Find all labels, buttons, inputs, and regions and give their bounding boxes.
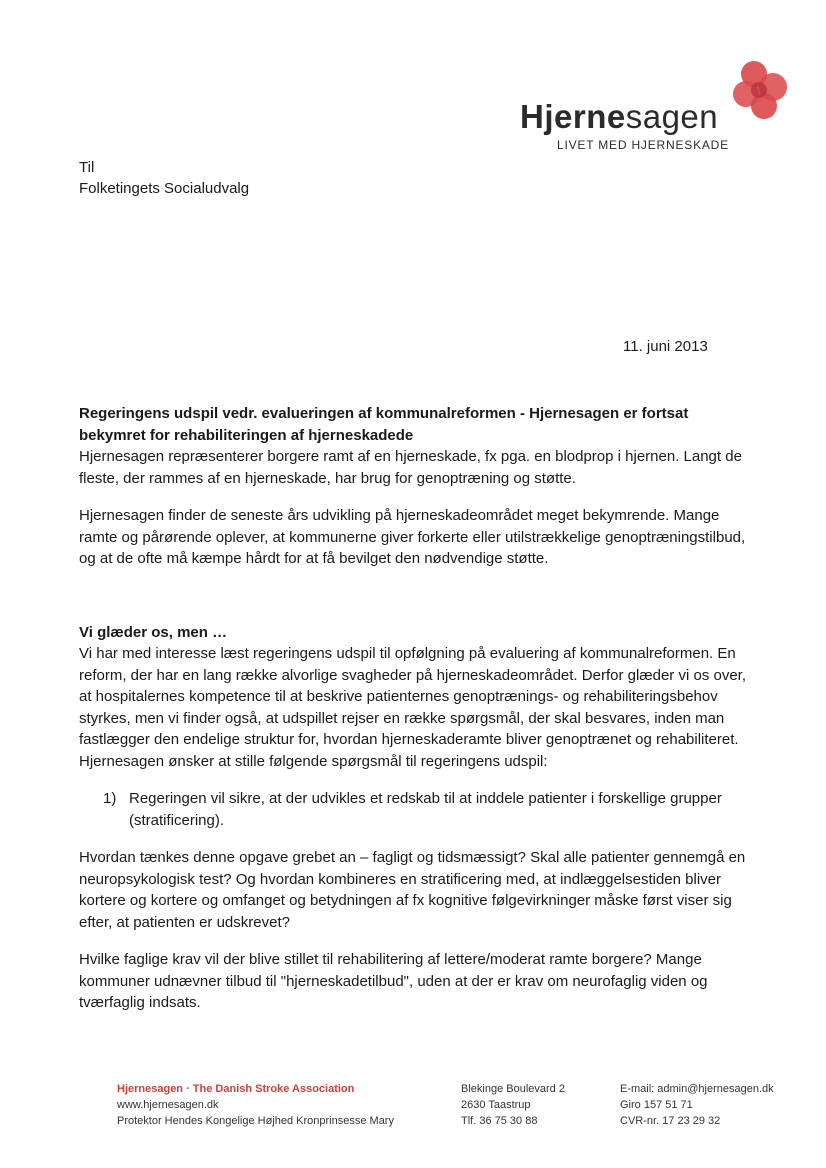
recipient-line-2: Folketingets Socialudvalg: [79, 180, 250, 197]
footer-email[interactable]: E-mail: admin@hjernesagen.dk: [620, 1083, 774, 1095]
list-item: [103, 788, 749, 831]
paragraph-3: Vi har med interesse læst regeringens udspil til opfølgning på evaluering af kommunalreformen. En reform, der har en lang række alvorlige svagheder på hjerneskadeområdet. Derfor glæder vi os over, at hospitalernes kompetence til at beskrive patienternes genoptrænings- og rehabiliteringsbehov styrkes, men vi finder også, at udspillet rejser en række spørgsmål, der skal besvares, inden man fastlægger den endelige struktur for, hvordan hjerneskaderamte bliver genoptrænet og rehabiliteret.: [79, 645, 747, 748]
logo-tagline: LIVET MED HJERNESKADE: [557, 138, 729, 152]
list-item-text: Regeringen vil sikre, at der udvikles et redskab til at inddele patienter i forskellige grupper (stratificering).: [129, 790, 722, 829]
paragraph-5: Hvordan tænkes denne opgave grebet an – fagligt og tidsmæssigt? Skal alle patienter gennemgå en neuropsykologisk test? Og hvordan kombineres en stratificering med, at indlæggelsestiden bliver kortere og kortere og omfanget og betydningen af fx kognitive følgevirkninger måske først viser sig efter, at patienten er udskrevet?: [79, 849, 746, 931]
footer-phone: Tlf. 36 75 30 88: [461, 1115, 538, 1127]
recipient-line-1: Til: [79, 159, 95, 176]
paragraph-1: Hjernesagen repræsenterer borgere ramt af en hjerneskade, fx pga. en blodprop i hjernen. Langt de fleste, der rammes af en hjerneskade, har brug for genoptræning og støtte.: [79, 448, 742, 487]
paragraph-6: Hvilke faglige krav vil der blive stillet til rehabilitering af lettere/moderat ramte borgere? Mange kommuner udnævner tilbud til "hjerneskadetilbud", uden at der er krav om neurofaglig viden og tværfaglig indsats.: [79, 951, 708, 1011]
paragraph-2: Hjernesagen finder de seneste års udvikling på hjerneskadeområdet meget bekymrende. Mange ramte og pårørende oplever, at kommunerne giver forkerte eller utilstrækkelige genoptræningstilbud, og at de ofte må kæmpe hårdt for at få bevilget den nødvendige støtte.: [79, 507, 746, 567]
hjernesagen-logo: [520, 60, 800, 155]
footer-website-link[interactable]: www.hjernesagen.dk: [117, 1099, 219, 1111]
logo-wordmark: Hjernesagen: [520, 98, 719, 135]
list-item-number: 1): [103, 790, 117, 807]
logo-flower-icon: [728, 60, 792, 124]
letter-date: 11. juni 2013: [623, 338, 708, 355]
footer-cvr: CVR-nr. 17 23 29 32: [620, 1115, 721, 1127]
footer-org-column: [117, 1081, 394, 1129]
letter-body: [79, 403, 749, 1030]
footer-address-1: Blekinge Boulevard 2: [461, 1083, 565, 1095]
footer-address-column: [461, 1081, 565, 1129]
footer-org-name: Hjernesagen · The Danish Stroke Association: [117, 1083, 355, 1095]
footer-contact-column: [620, 1081, 774, 1129]
recipient-block: [79, 157, 249, 199]
section-subheading: Vi glæder os, men …: [79, 623, 228, 641]
letter-title: Regeringens udspil vedr. evalueringen af kommunalreformen - Hjernesagen er fortsat bekymret for rehabiliteringen af hjerneskadede: [79, 405, 689, 444]
paragraph-4: Hjernesagen ønsker at stille følgende spørgsmål til regeringens udspil:: [79, 752, 548, 770]
footer-address-2: 2630 Taastrup: [461, 1099, 531, 1111]
footer-protector: Protektor Hendes Kongelige Højhed Kronprinsesse Mary: [117, 1115, 394, 1127]
footer-giro: Giro 157 51 71: [620, 1099, 693, 1111]
